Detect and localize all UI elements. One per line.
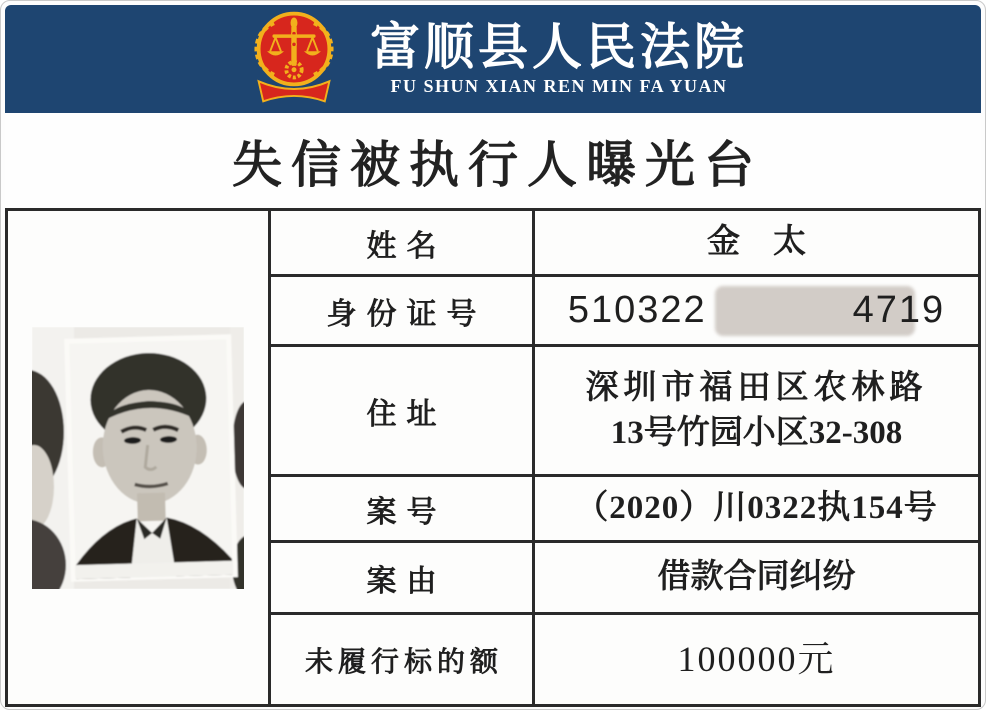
address-line-2: 13号竹园小区32-308 [610,414,903,451]
debtor-info-table [5,208,981,707]
label-id-number: 身份证号 [271,277,535,347]
label-address: 住址 [271,347,535,477]
value-unfulfilled-amount: 100000元 [677,639,836,680]
address-line-1: 深圳市福田区农林路 [585,369,928,406]
label-name: 姓名 [271,211,535,277]
page-title: 失信被执行人曝光台 [232,136,763,193]
court-name-pinyin: FU SHUN XIAN REN MIN FA YUAN [390,76,728,97]
value-cause: 借款合同纠纷 [535,543,978,615]
debtor-photo-cell [8,211,271,704]
court-emblem-icon [238,9,350,109]
id-number-suffix: 4719 [852,288,946,331]
value-name: 金 太 [535,211,978,277]
value-address [535,347,978,477]
court-header-text [370,18,748,98]
title-band [5,113,981,208]
label-cause: 案由 [271,543,535,615]
label-case-number: 案号 [271,477,535,543]
value-case-number: （2020）川0322执154号 [535,477,978,543]
id-number-prefix: 510322 [567,288,707,331]
label-unfulfilled-amount: 未履行标的额 [271,615,535,704]
debtor-photo [32,327,244,589]
value-id-number [535,277,978,347]
court-name: 富顺县人民法院 [370,18,748,75]
court-header [5,5,981,113]
